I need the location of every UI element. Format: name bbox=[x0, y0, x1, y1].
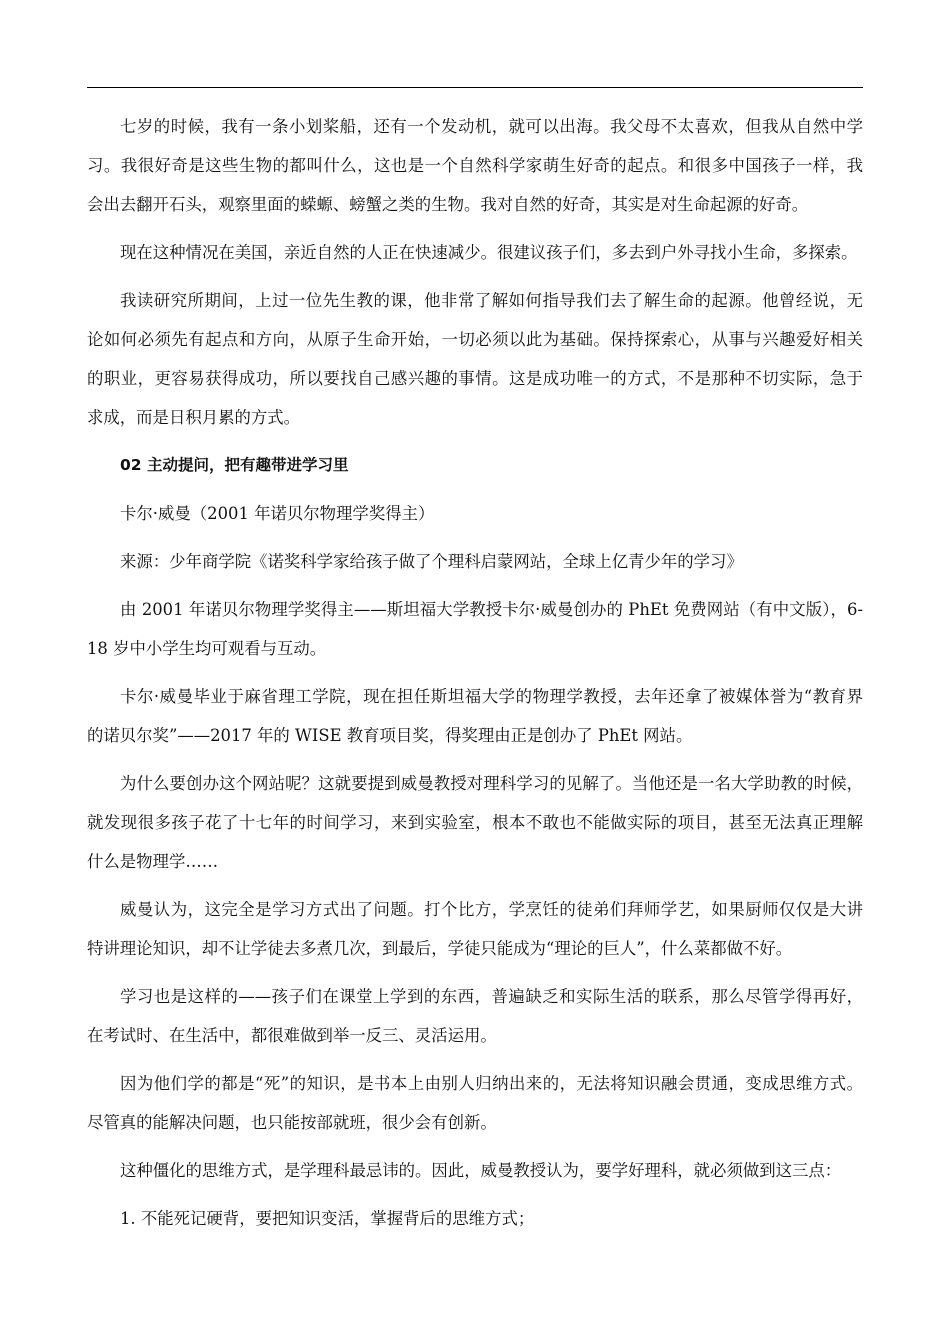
paragraph-line: 在考试时、在生活中，都很难做到举一反三、灵活运用。 bbox=[87, 1026, 497, 1045]
paragraph bbox=[87, 890, 863, 968]
paragraph-line: 什么是物理学…… bbox=[87, 852, 219, 871]
paragraph-line: 卡尔·威曼毕业于麻省理工学院，现在担任斯坦福大学的物理学教授，去年还拿了被媒体誉为“教育界 bbox=[120, 687, 863, 706]
paragraph bbox=[87, 977, 863, 1055]
paragraph-line: 学习也是这样的——孩子们在课堂上学到的东西，普遍缺乏和实际生活的联系，那么尽管学得再好， bbox=[120, 987, 863, 1006]
paragraph bbox=[87, 590, 863, 668]
paragraph-line: 的诺贝尔奖”——2017 年的 WISE 教育项目奖，得奖理由正是创办了 PhEt 网站。 bbox=[87, 726, 693, 745]
document-body bbox=[87, 107, 863, 1247]
paragraph-line: 的职业，更容易获得成功，所以要找自己感兴趣的事情。这是成功唯一的方式，不是那种不切实际，急于 bbox=[87, 369, 863, 388]
paragraph-line: 1. 不能死记硬背，要把知识变活，掌握背后的思维方式； bbox=[120, 1209, 535, 1228]
paragraph bbox=[87, 764, 863, 881]
paragraph-line: 来源：少年商学院《诺奖科学家给孩子做了个理科启蒙网站，全球上亿青少年的学习》 bbox=[120, 552, 743, 571]
paragraph bbox=[87, 107, 863, 224]
paragraph bbox=[87, 1064, 863, 1142]
paragraph-line: 特讲理论知识，却不让学徒去多煮几次，到最后，学徒只能成为“理论的巨人”，什么菜都做不好。 bbox=[87, 939, 793, 958]
paragraph bbox=[87, 542, 863, 581]
paragraph-line: 卡尔·威曼（2001 年诺贝尔物理学奖得主） bbox=[120, 504, 435, 523]
header-rule bbox=[87, 87, 863, 88]
paragraph bbox=[87, 494, 863, 533]
paragraph-line: 就发现很多孩子花了十七年的时间学习，来到实验室，根本不敢也不能做实际的项目，甚至无法真正理解 bbox=[87, 813, 863, 832]
paragraph bbox=[87, 1199, 863, 1238]
paragraph bbox=[87, 233, 863, 272]
paragraph-line: 02 主动提问，把有趣带进学习里 bbox=[120, 456, 349, 474]
paragraph-line: 这种僵化的思维方式，是学理科最忌讳的。因此，威曼教授认为，要学好理科，就必须做到这三点： bbox=[120, 1161, 842, 1180]
paragraph-line: 因为他们学的都是“死”的知识，是书本上由别人归纳出来的，无法将知识融会贯通，变成思维方式。 bbox=[120, 1074, 863, 1093]
paragraph-line: 七岁的时候，我有一条小划桨船，还有一个发动机，就可以出海。我父母不太喜欢，但我从自然中学 bbox=[120, 117, 863, 136]
paragraph-line: 习。我很好奇是这些生物的都叫什么，这也是一个自然科学家萌生好奇的起点。和很多中国孩子一样，我 bbox=[87, 156, 863, 175]
paragraph bbox=[87, 281, 863, 437]
paragraph-line: 威曼认为，这完全是学习方式出了问题。打个比方，学烹饪的徒弟们拜师学艺，如果厨师仅仅是大讲 bbox=[120, 900, 863, 919]
paragraph-line: 尽管真的能解决问题，也只能按部就班，很少会有创新。 bbox=[87, 1113, 497, 1132]
paragraph-line: 现在这种情况在美国，亲近自然的人正在快速减少。很建议孩子们，多去到户外寻找小生命，多探索。 bbox=[120, 243, 858, 262]
paragraph-line: 会出去翻开石头，观察里面的蝾螈、螃蟹之类的生物。我对自然的好奇，其实是对生命起源的好奇。 bbox=[87, 195, 809, 214]
paragraph-line: 论如何必须先有起点和方向，从原子生命开始，一切必须以此为基础。保持探索心，从事与兴趣爱好相关 bbox=[87, 330, 863, 349]
paragraph bbox=[87, 1151, 863, 1190]
paragraph-line: 由 2001 年诺贝尔物理学奖得主——斯坦福大学教授卡尔·威曼创办的 PhEt 免费网站（有中文版），6- bbox=[120, 600, 863, 619]
paragraph-line: 求成，而是日积月累的方式。 bbox=[87, 408, 301, 427]
paragraph-line: 18 岁中小学生均可观看与互动。 bbox=[87, 639, 327, 658]
paragraph bbox=[87, 677, 863, 755]
paragraph-line: 我读研究所期间，上过一位先生教的课，他非常了解如何指导我们去了解生命的起源。他曾经说，无 bbox=[120, 291, 863, 310]
paragraph-line: 为什么要创办这个网站呢？这就要提到威曼教授对理科学习的见解了。当他还是一名大学助教的时候， bbox=[120, 774, 863, 793]
section-heading bbox=[87, 446, 863, 485]
